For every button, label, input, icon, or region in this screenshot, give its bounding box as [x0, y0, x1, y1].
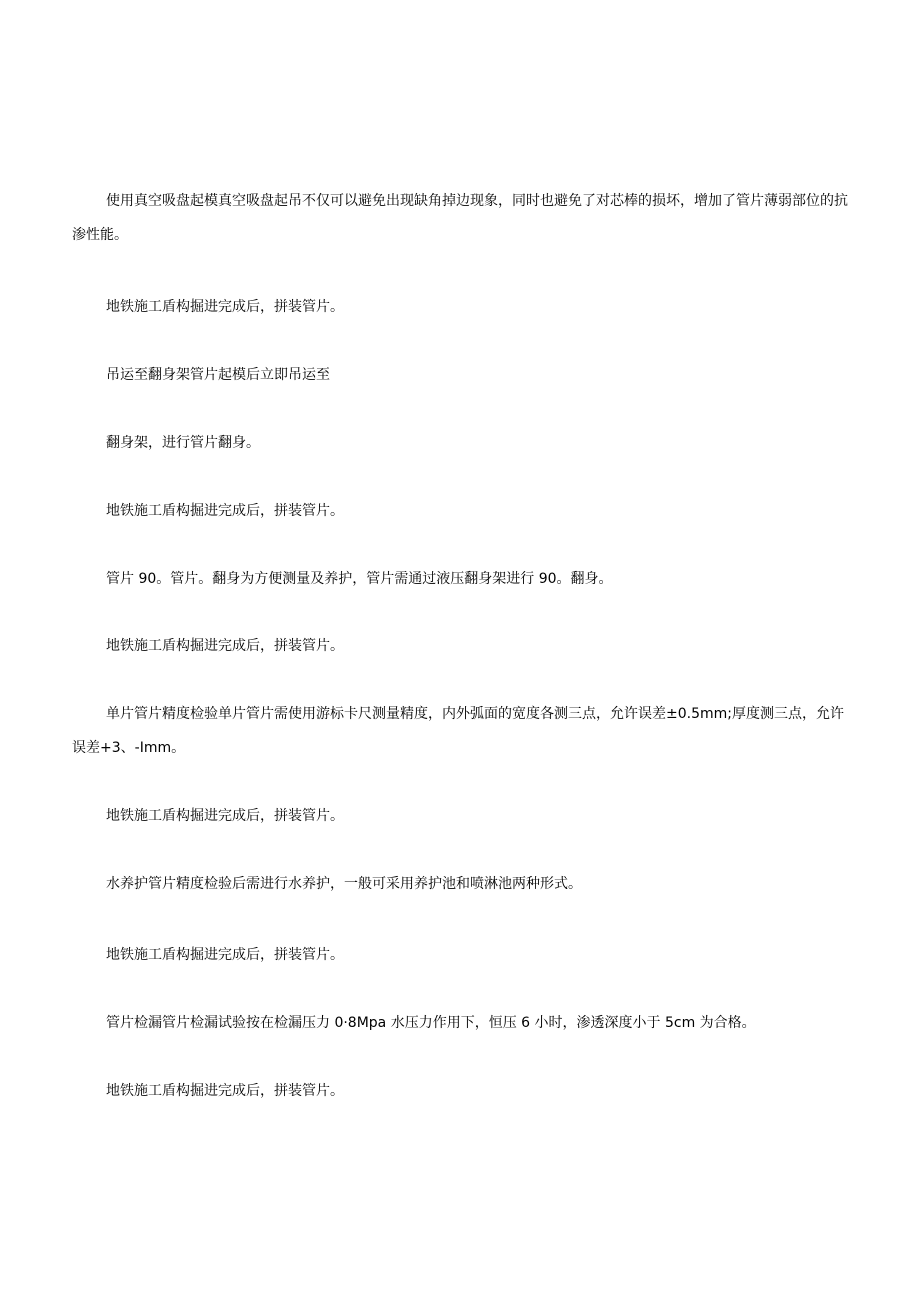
paragraph-vacuum-lifting: 使用真空吸盘起模真空吸盘起吊不仅可以避免出现缺角掉边现象，同时也避免了对芯棒的损坏，增加了管片薄弱部位的抗渗性能。 [72, 193, 848, 243]
paragraph-leak-test: 管片检漏管片检漏试验按在检漏压力 0·8Mpa 水压力作用下，恒压 6 小时，渗透深度小于 5cm 为合格。 [106, 1015, 756, 1031]
paragraph-assembly-note-1: 地铁施工盾构掘进完成后，拼装管片。 [106, 299, 344, 315]
paragraph-hoist-to-turnover: 吊运至翻身架管片起模后立即吊运至 [106, 367, 330, 383]
paragraph-90-turnover: 管片 90。管片。翻身为方便测量及养护，管片需通过液压翻身架进行 90。翻身。 [106, 571, 613, 587]
paragraph-precision-check: 单片管片精度检验单片管片需使用游标卡尺测量精度，内外弧面的宽度各测三点，允许误差±0.5mm;厚度测三点，允许误差+3、-Imm。 [72, 706, 844, 756]
paragraph-assembly-note-2: 地铁施工盾构掘进完成后，拼装管片。 [106, 503, 344, 519]
paragraph-assembly-note-4: 地铁施工盾构掘进完成后，拼装管片。 [106, 808, 344, 824]
paragraph-assembly-note-6: 地铁施工盾构掘进完成后，拼装管片。 [106, 1083, 344, 1099]
paragraph-water-curing: 水养护管片精度检验后需进行水养护，一般可采用养护池和喷淋池两种形式。 [106, 876, 582, 892]
paragraph-assembly-note-3: 地铁施工盾构掘进完成后，拼装管片。 [106, 638, 344, 654]
paragraph-assembly-note-5: 地铁施工盾构掘进完成后，拼装管片。 [106, 947, 344, 963]
paragraph-turnover-frame: 翻身架，进行管片翻身。 [106, 435, 260, 451]
